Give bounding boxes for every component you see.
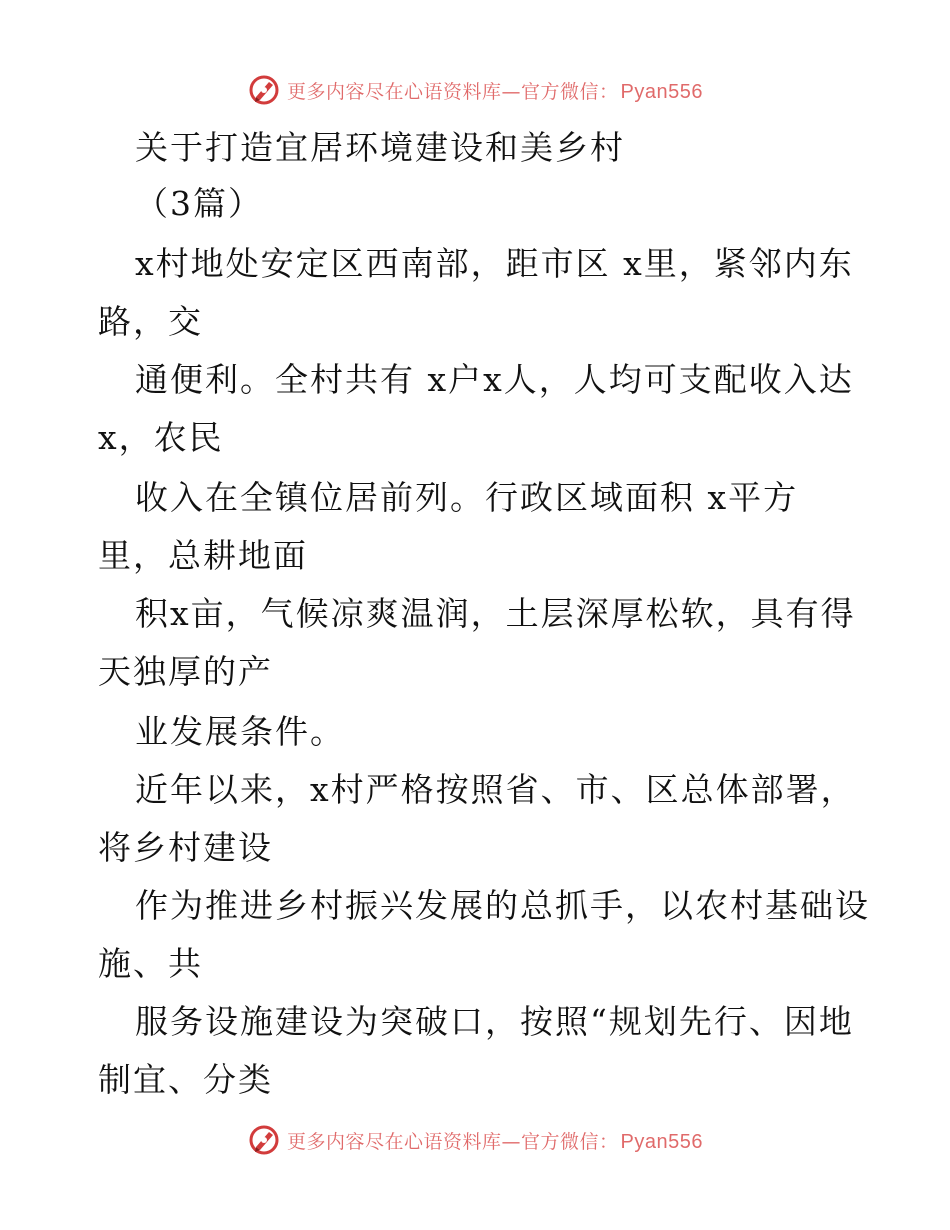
document-title: 关于打造宜居环境建设和美乡村 — [135, 128, 625, 167]
paragraph-line: 收入在全镇位居前列。行政区域面积 x平方 — [135, 478, 799, 517]
watermark-footer — [0, 1120, 950, 1160]
paragraph-line: x村地处安定区西南部，距市区 x里，紧邻内东 — [135, 244, 854, 283]
paragraph-line: 施、共 — [98, 944, 203, 983]
paragraph-line: 近年以来，x村严格按照省、市、区总体部署， — [135, 770, 856, 809]
paragraph-line: 业发展条件。 — [135, 712, 345, 751]
pen-circle-logo-icon — [247, 1123, 281, 1157]
paragraph-line: 制宜、分类 — [98, 1060, 273, 1099]
paragraph-line: 天独厚的产 — [98, 652, 273, 691]
document-subtitle: （3篇） — [135, 184, 263, 223]
paragraph-line: 路，交 — [98, 302, 203, 341]
paragraph-line: 作为推进乡村振兴发展的总抓手，以农村基础设 — [135, 886, 870, 925]
paragraph-line: 服务设施建设为突破口，按照“规划先行、因地 — [135, 1002, 854, 1041]
paragraph-line: x，农民 — [98, 418, 224, 457]
pen-circle-logo-icon — [247, 73, 281, 107]
watermark-text: 更多内容尽在心语资料库—官方微信： Pyan556 — [287, 80, 703, 103]
paragraph-line: 里，总耕地面 — [98, 536, 308, 575]
paragraph-line: 通便利。全村共有 x户x人，人均可支配收入达 — [135, 360, 854, 399]
watermark-id: Pyan556 — [620, 1130, 703, 1153]
paragraph-line: 将乡村建设 — [98, 828, 273, 867]
watermark-header — [0, 70, 950, 110]
watermark-text: 更多内容尽在心语资料库—官方微信： Pyan556 — [287, 1130, 703, 1153]
watermark-id: Pyan556 — [620, 80, 703, 103]
paragraph-line: 积x亩，气候凉爽温润，土层深厚松软，具有得 — [135, 594, 856, 633]
